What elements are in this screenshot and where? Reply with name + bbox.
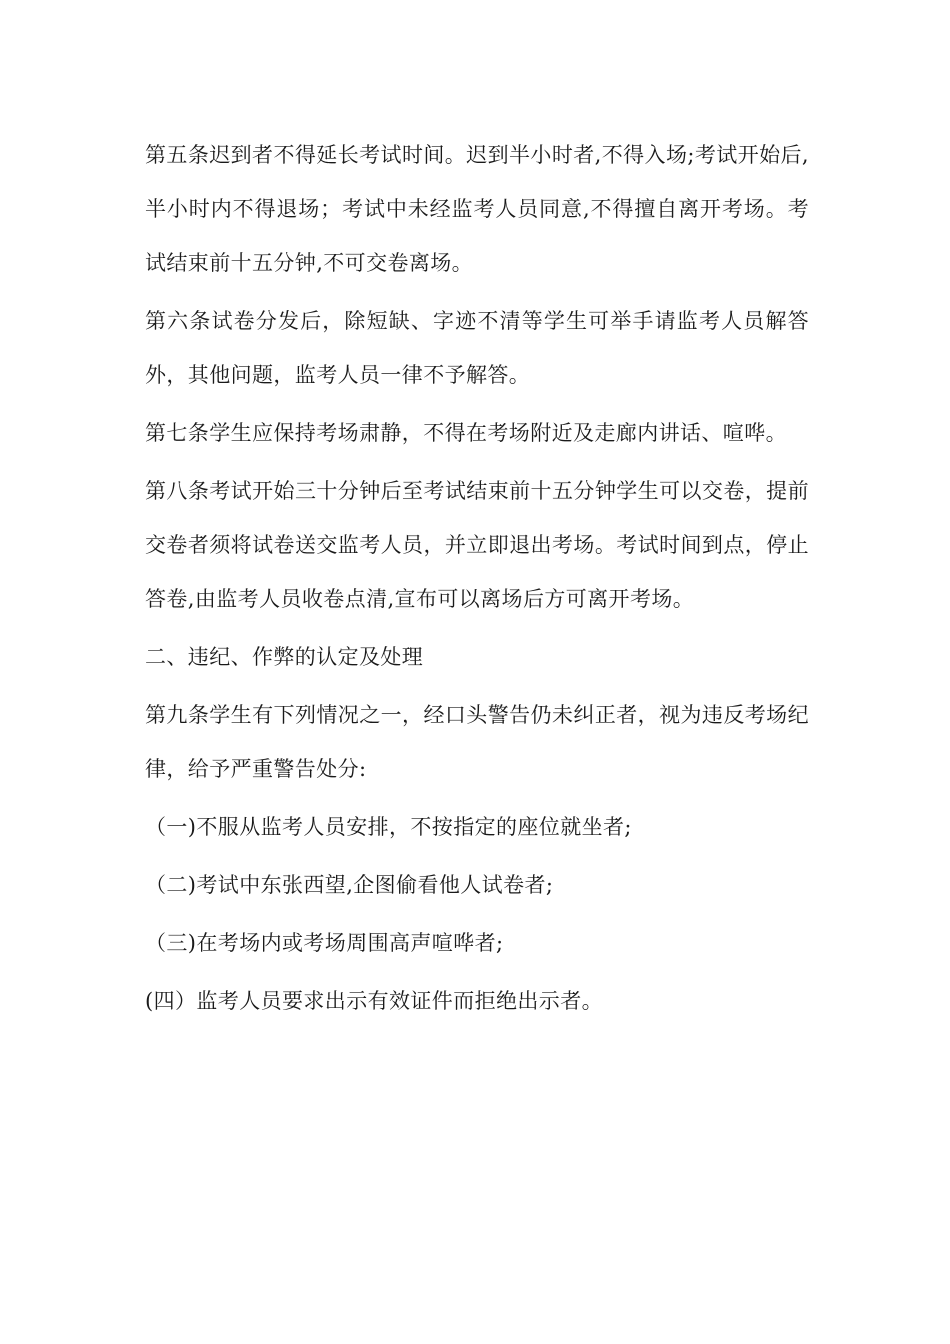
paragraph-article-8: 第八条考试开始三十分钟后至考试结束前十五分钟学生可以交卷，提前交卷者须将试卷送交监考人员，并立即退出考场。考试时间到点，停止答卷,由监考人员收卷点清,宣布可以离场后方可离开考场。 [145,479,809,611]
list-item: （三)在考场内或考场周围高声喧哗者; [145,931,504,955]
paragraph-article-5: 第五条迟到者不得延长考试时间。迟到半小时者,不得入场;考试开始后,半小时内不得退场；考试中未经监考人员同意,不得擅自离开考场。考试结束前十五分钟,不可交卷离场。 [145,143,809,275]
paragraph-article-6: 第六条试卷分发后，除短缺、字迹不清等学生可举手请监考人员解答外，其他问题，监考人员一律不予解答。 [145,309,809,387]
paragraph-article-7: 第七条学生应保持考场肃静，不得在考场附近及走廊内讲话、喧哗。 [145,421,787,445]
section-heading: 二、违纪、作弊的认定及处理 [145,645,424,669]
list-item: （二)考试中东张西望,企图偷看他人试卷者; [145,873,554,897]
list-item: (四）监考人员要求出示有效证件而拒绝出示者。 [145,989,603,1013]
list-item: （一)不服从监考人员安排，不按指定的座位就坐者; [145,815,632,839]
document-body [145,128,809,1032]
paragraph-article-9: 第九条学生有下列情况之一，经口头警告仍未纠正者，视为违反考场纪律，给予严重警告处分: [145,703,809,781]
